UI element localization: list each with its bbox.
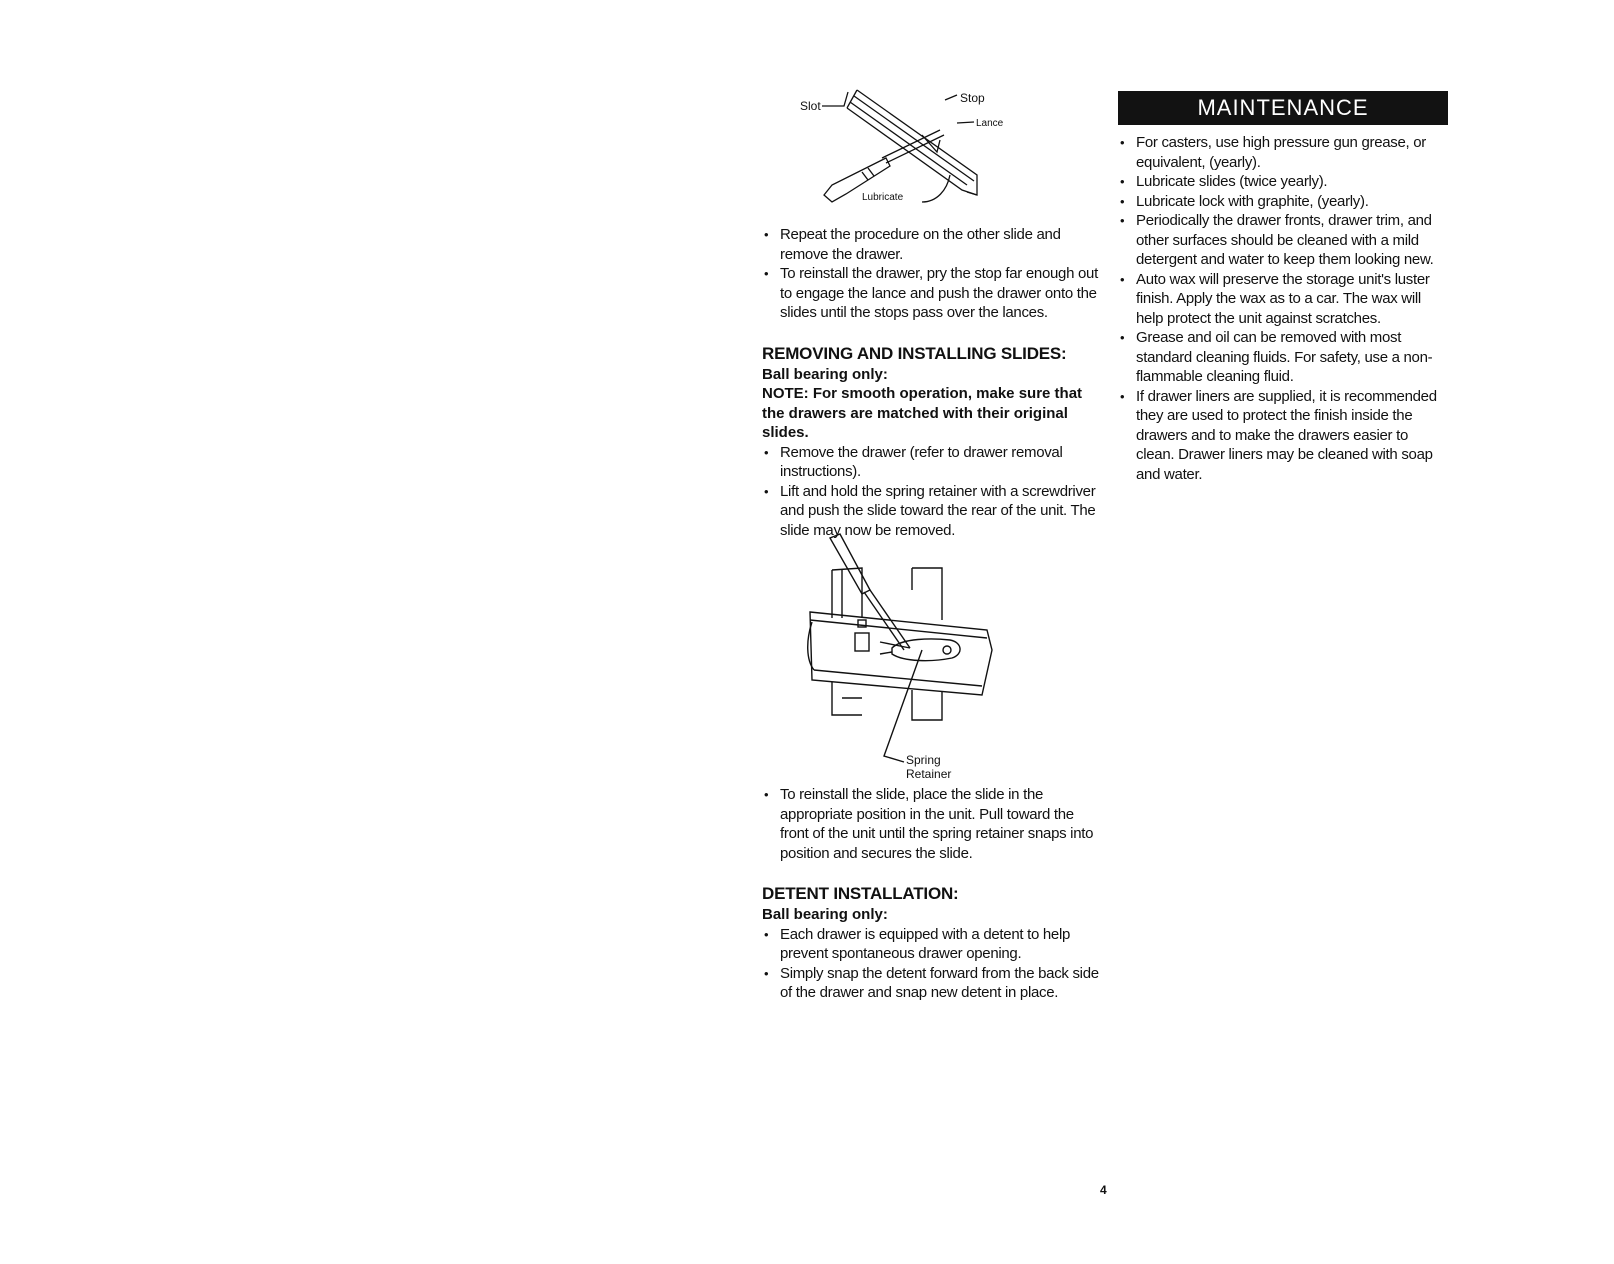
lance-label: Lance <box>976 118 1004 129</box>
removing-steps-list <box>762 443 1102 541</box>
list-item: • Periodically the drawer fronts, drawer trim, and other surfaces should be cleaned with a mild detergent and water to keep them looking new. <box>1118 211 1438 270</box>
removing-heading: REMOVING AND INSTALLING SLIDES: <box>762 343 1067 363</box>
removing-section <box>762 343 1102 541</box>
lubricate-label: Lubricate <box>862 192 904 203</box>
list-item: • If drawer liners are supplied, it is recommended they are used to protect the finish inside the drawers and to make the drawers easier to clean. Drawer liners may be cleaned with soap and water. <box>1118 387 1438 485</box>
list-item: • Each drawer is equipped with a detent to help prevent spontaneous drawer opening. <box>762 925 1102 964</box>
list-item: • Lubricate slides (twice yearly). <box>1118 172 1438 192</box>
lubricate-slide-diagram <box>762 80 1062 215</box>
spring-retainer-diagram <box>792 530 1092 785</box>
removing-subheading: Ball bearing only: <box>762 365 888 383</box>
maintenance-title: MAINTENANCE <box>1197 95 1369 120</box>
list-item: • Lubricate lock with graphite, (yearly). <box>1118 192 1438 212</box>
list-item: • For casters, use high pressure gun grease, or equivalent, (yearly). <box>1118 133 1438 172</box>
list-item: • Simply snap the detent forward from the back side of the drawer and snap new detent in place. <box>762 964 1102 1003</box>
list-item: • Auto wax will preserve the storage unit's luster finish. Apply the wax as to a car. The wax will help protect the unit against scratches. <box>1118 270 1438 329</box>
drawer-procedure-list <box>762 225 1102 323</box>
detent-subheading: Ball bearing only: <box>762 906 888 923</box>
maintenance-list <box>1118 133 1438 484</box>
list-item: • To reinstall the drawer, pry the stop far enough out to engage the lance and push the drawer onto the slides until the stops pass over the lances. <box>762 264 1102 323</box>
maintenance-title-bar <box>1118 91 1448 125</box>
removing-note: NOTE: For smooth operation, make sure that the drawers are matched with their original slides. <box>762 385 1083 441</box>
detent-steps-list <box>762 925 1102 1003</box>
spring-label: Spring <box>906 753 941 767</box>
detent-section <box>762 883 1102 1003</box>
stop-label: Stop <box>960 91 985 105</box>
detent-heading: DETENT INSTALLATION: <box>762 884 959 903</box>
retainer-label: Retainer <box>906 767 952 781</box>
list-item: • Lift and hold the spring retainer with a screwdriver and push the slide toward the rear of the unit. The slide may now be removed. <box>762 482 1102 541</box>
slot-label: Slot <box>800 99 821 113</box>
list-item: • Remove the drawer (refer to drawer removal instructions). <box>762 443 1102 482</box>
right-column <box>1118 91 1458 484</box>
list-item: • Grease and oil can be removed with most standard cleaning fluids. For safety, use a non-flammable cleaning fluid. <box>1118 328 1438 387</box>
page-number: 4 <box>1100 1183 1107 1197</box>
left-column <box>762 80 1102 1003</box>
reinstall-slide-list <box>762 785 1102 863</box>
list-item: • To reinstall the slide, place the slide in the appropriate position in the unit. Pull toward the front of the unit until the spring retainer snaps into position and secures the slide. <box>762 785 1102 863</box>
list-item: • Repeat the procedure on the other slide and remove the drawer. <box>762 225 1102 264</box>
